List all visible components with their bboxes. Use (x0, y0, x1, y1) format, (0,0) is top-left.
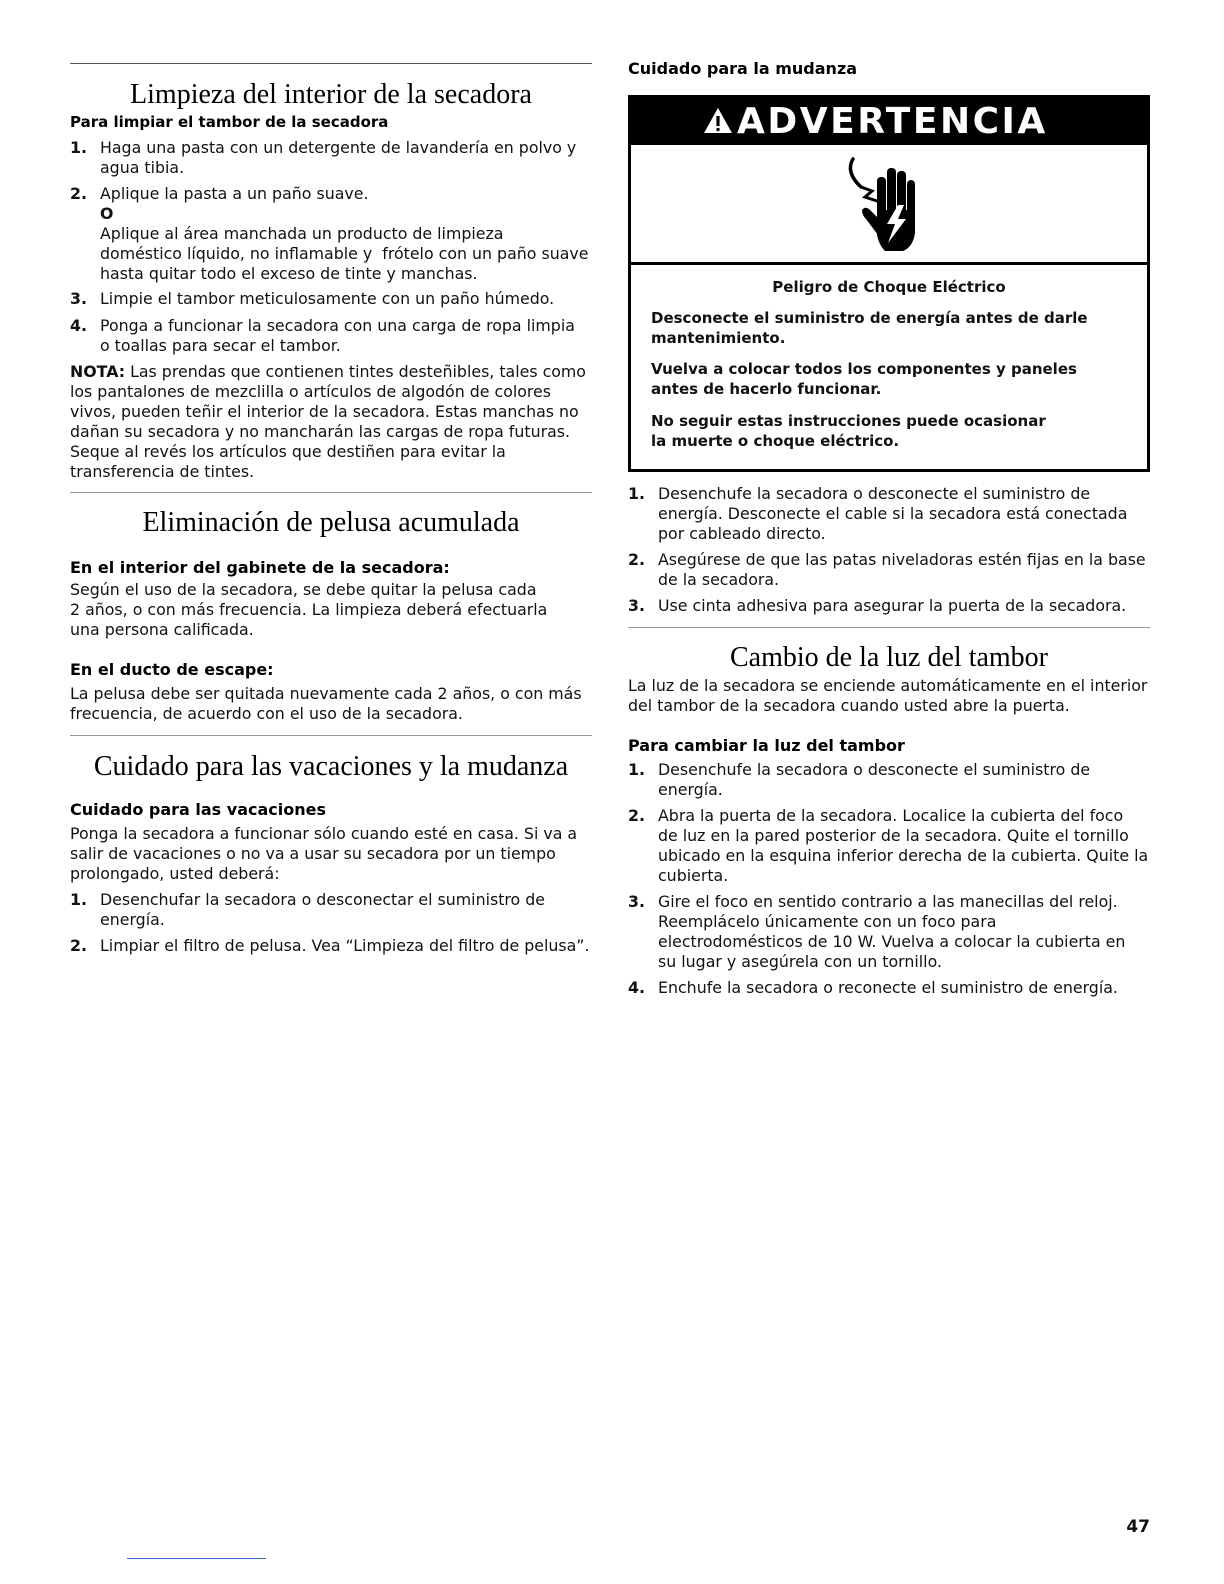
step-number: 3. (628, 596, 645, 615)
step-or-separator: O (100, 204, 114, 223)
step-alternative-text: Aplique al área manchada un producto de limpieza doméstico líquido, no inflamable y frótelo con un paño suave hasta quitar todo el exceso de tinte y manchas. (100, 224, 589, 283)
step-text-block (658, 550, 1146, 590)
step-number: 3. (628, 892, 645, 911)
step-text: Enchufe la secadora o reconecte el suministro de energía. (658, 978, 1118, 997)
step-number: 1. (70, 890, 87, 909)
warning-instruction: Desconecte el suministro de energía antes de darle mantenimiento. (651, 309, 1088, 347)
electric-shock-hand-icon (845, 155, 935, 255)
step-text-block (658, 978, 1118, 998)
step-text: Desenchufe la secadora o desconecte el suministro de energía. (658, 760, 1091, 799)
step-text-block (100, 184, 588, 284)
step-text: Aplique la pasta a un paño suave. (100, 184, 369, 203)
step-text-block (100, 936, 590, 956)
step-text-block (658, 806, 1148, 886)
step-text-block (100, 316, 575, 356)
step-number: 1. (70, 138, 87, 157)
step-text: Limpie el tambor meticulosamente con un paño húmedo. (100, 289, 555, 308)
section-divider (70, 63, 592, 64)
wire (850, 159, 861, 187)
warning-title: ADVERTENCIA (737, 101, 1048, 142)
note-label: NOTA: (70, 362, 126, 381)
step-number: 4. (628, 978, 645, 997)
step-text-block (658, 892, 1125, 972)
step-number: 2. (628, 806, 645, 825)
lint-removal-title: Eliminación de pelusa acumulada (142, 507, 520, 538)
step-text-block (100, 138, 576, 178)
duct-heading: En el ducto de escape: (70, 660, 274, 679)
step-text: Gire el foco en sentido contrario a las manecillas del reloj. Reemplácelo únicamente con un foco para electrodomésticos de 10 W. Vuelva a colocar la cubierta en su lugar y asegúrela con un tornillo. (658, 892, 1126, 971)
interior-cleaning-title: Limpieza del interior de la secadora (130, 79, 532, 110)
step-text-block (100, 890, 545, 930)
warning-instruction: Vuelva a colocar todos los componentes y paneles antes de hacerlo funcionar. (651, 360, 1077, 398)
warning-divider (631, 262, 1147, 265)
warning-consequence: No seguir estas instrucciones puede ocasionar la muerte o choque eléctrico. (651, 412, 1046, 450)
moving-heading: Cuidado para la mudanza (628, 59, 858, 78)
hazard-title: Peligro de Choque Eléctrico (772, 278, 1006, 296)
step-text-block (658, 760, 1090, 800)
dye-note (70, 362, 586, 482)
section-divider (70, 492, 592, 493)
step-text: Desenchufe la secadora o desconecte el suministro de energía. Desconecte el cable si la secadora está conectada por cableado directo. (658, 484, 1128, 543)
section-divider (628, 627, 1150, 628)
drum-light-title: Cambio de la luz del tambor (729, 642, 1049, 673)
section-divider (70, 735, 592, 736)
drum-light-intro: La luz de la secadora se enciende automáticamente en el interior del tambor de la secadora cuando usted abre la puerta. (628, 676, 1148, 715)
step-text: Use cinta adhesiva para asegurar la puerta de la secadora. (658, 596, 1127, 615)
step-text-block (658, 484, 1127, 544)
duct-text: La pelusa debe ser quitada nuevamente cada 2 años, o con más frecuencia, de acuerdo con el uso de la secadora. (70, 684, 582, 723)
step-number: 1. (628, 484, 645, 503)
step-text: Limpiar el filtro de pelusa. Vea “Limpieza del filtro de pelusa”. (100, 936, 590, 955)
step-number: 1. (628, 760, 645, 779)
warning-triangle-icon (703, 107, 733, 134)
interior-cleaning-subtitle: Para limpiar el tambor de la secadora (70, 113, 389, 131)
step-text: Asegúrese de que las patas niveladoras estén fijas en la base de la secadora. (658, 550, 1146, 589)
cabinet-text: Según el uso de la secadora, se debe quitar la pelusa cada 2 años, o con más frecuencia. La limpieza deberá efectuarla una persona calificada. (70, 580, 548, 639)
step-number: 2. (70, 936, 87, 955)
drum-light-subheading: Para cambiar la luz del tambor (628, 736, 905, 755)
step-text: Haga una pasta con un detergente de lavandería en polvo y agua tibia. (100, 138, 577, 177)
step-number: 3. (70, 289, 87, 308)
vacation-moving-title: Cuidado para las vacaciones y la mudanza (93, 751, 569, 782)
note-text: Las prendas que contienen tintes desteñibles, tales como los pantalones de mezclilla o artículos de algodón de colores vivos, pueden teñir el interior de la secadora. Estas manchas no dañan su secadora y no mancharán las cargas de ropa futuras. Seque al revés los artículos que destiñen para evitar la transferencia de tintes. (70, 362, 586, 481)
step-number: 4. (70, 316, 87, 335)
step-text-block (100, 289, 554, 309)
cabinet-heading: En el interior del gabinete de la secadora: (70, 558, 450, 577)
step-text-block (658, 596, 1126, 616)
page-number: 47 (1126, 1517, 1150, 1537)
vacation-heading: Cuidado para las vacaciones (70, 800, 326, 819)
step-text: Abra la puerta de la secadora. Localice la cubierta del foco de luz en la pared posterior de la secadora. Quite el tornillo ubicado en la esquina inferior derecha de la cubierta. Quite la cubierta. (658, 806, 1149, 885)
warning-box (628, 95, 1150, 472)
step-text: Desenchufar la secadora o desconectar el suministro de energía. (100, 890, 545, 929)
step-number: 2. (70, 184, 87, 203)
step-text: Ponga a funcionar la secadora con una carga de ropa limpia o toallas para secar el tambor. (100, 316, 575, 355)
step-number: 2. (628, 550, 645, 569)
vacation-text: Ponga la secadora a funcionar sólo cuando esté en casa. Si va a salir de vacaciones o no va a usar su secadora por un tiempo prolongado, usted deberá: (70, 824, 578, 883)
link-underline (127, 1558, 266, 1559)
